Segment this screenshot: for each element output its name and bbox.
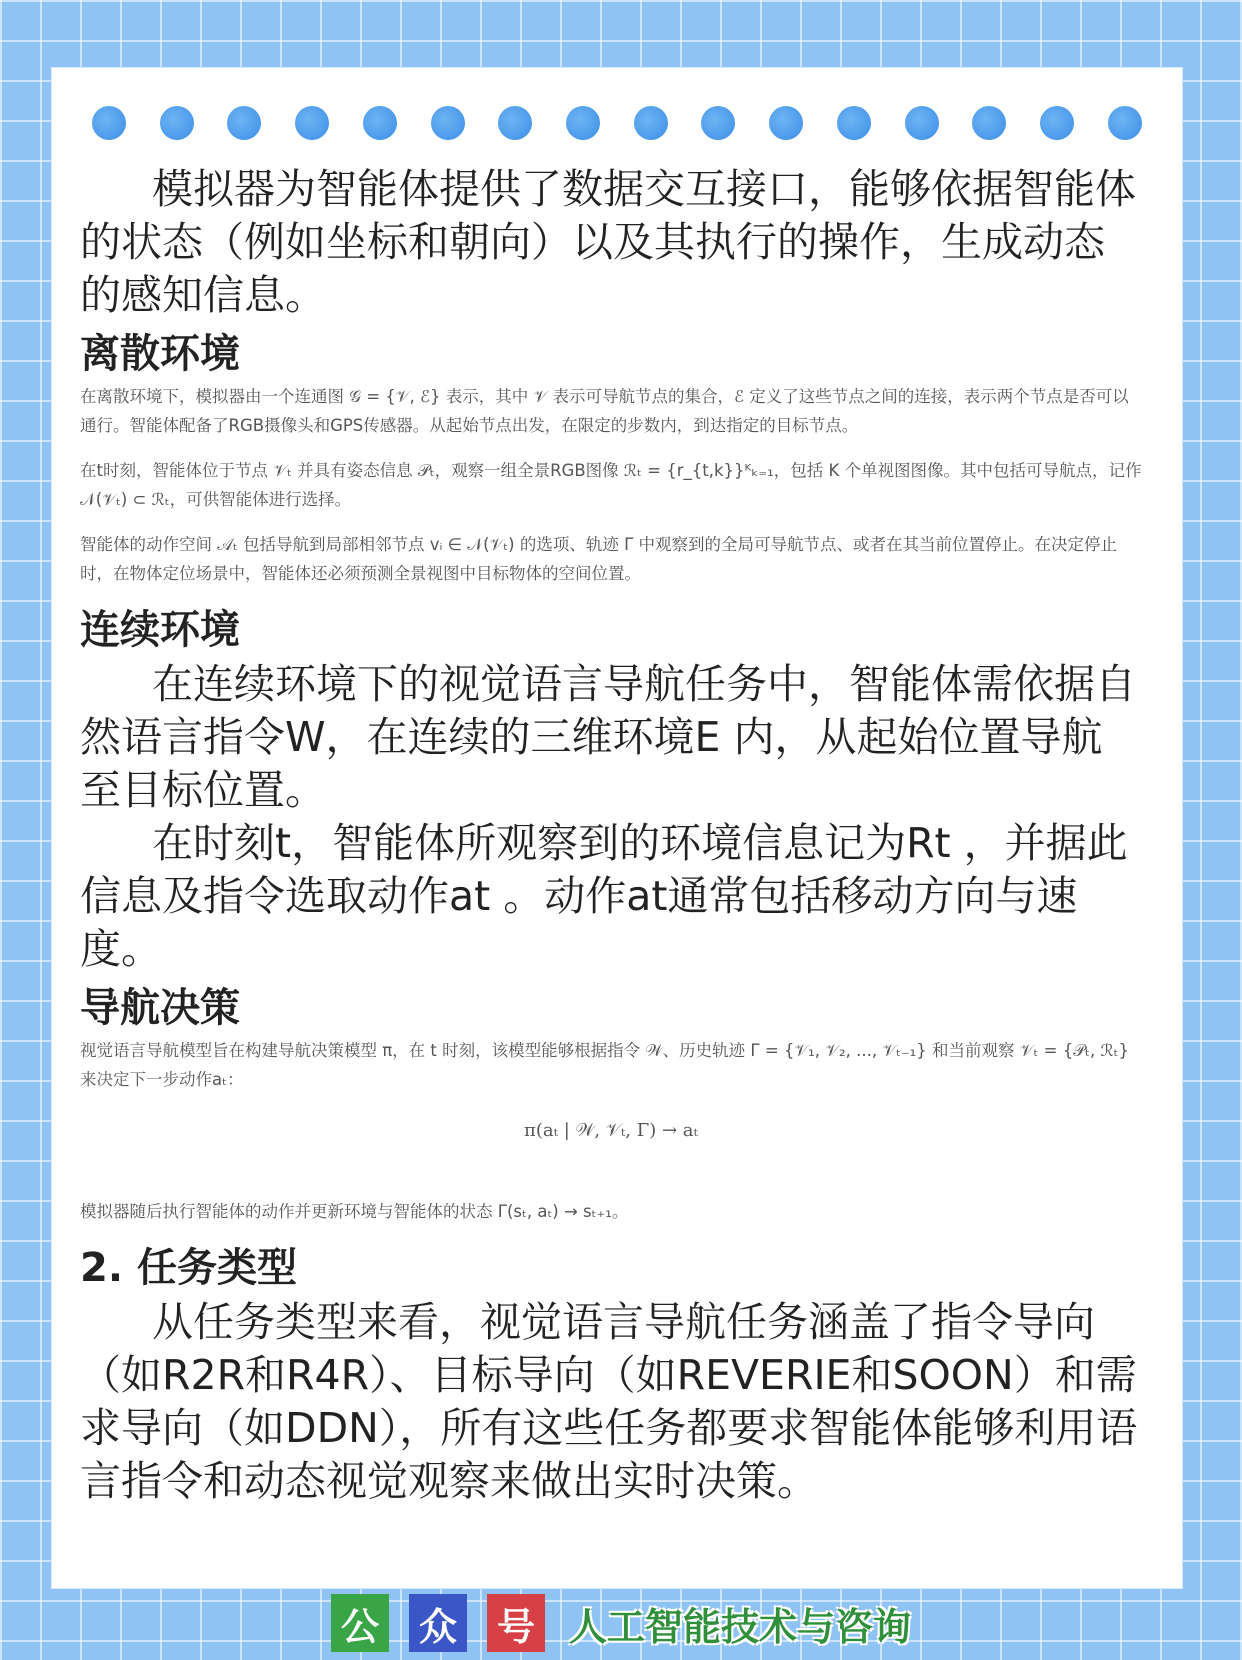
binder-holes [92, 106, 1142, 142]
discrete-heading: 离散环境 [80, 331, 240, 377]
binder-hole-icon [566, 106, 600, 140]
brand-name: 人工智能技术与咨询 [568, 1604, 911, 1649]
discrete-paragraph-3: 智能体的动作空间 𝒜ₜ 包括导航到局部相邻节点 vᵢ ∈ 𝒩(𝒱ₜ) 的选项、轨迹 Γ 中观察到的全局可导航节点、或者在其当前位置停止。在决定停止时，在物体定位场景中，智能体还必须预测全景视图中目标物体的空间位置。 [80, 535, 1118, 583]
footer-banner [0, 1592, 1242, 1654]
binder-hole-icon [972, 106, 1006, 140]
task-types-heading: 2. 任务类型 [80, 1245, 297, 1291]
binder-hole-icon [837, 106, 871, 140]
decision-paragraph-2: 模拟器随后执行智能体的动作并更新环境与智能体的状态 Γ(sₜ, aₜ) → sₜ₊₁。 [80, 1202, 629, 1221]
discrete-paragraph-1: 在离散环境下，模拟器由一个连通图 𝒢 = {𝒱, ℰ} 表示，其中 𝒱 表示可导航节点的集合，ℰ 定义了这些节点之间的连接，表示两个节点是否可以通行。智能体配备了RGB摄像头和GPS传感器。从起始节点出发，在限定的步数内，到达指定的目标节点。 [80, 387, 1129, 435]
intro-paragraph: 模拟器为智能体提供了数据交互接口，能够依据智能体的状态（例如坐标和朝向）以及其执行的操作，生成动态的感知信息。 [80, 165, 1136, 319]
binder-hole-icon [1108, 106, 1142, 140]
footer-char-1: 公 [331, 1594, 389, 1652]
article-body [80, 163, 1142, 1508]
binder-hole-icon [905, 106, 939, 140]
decision-paragraph-1: 视觉语言导航模型旨在构建导航决策模型 π，在 t 时刻，该模型能够根据指令 𝒲、历史轨迹 Γ = {𝒱₁, 𝒱₂, ..., 𝒱ₜ₋₁} 和当前观察 𝒱ₜ = {𝒫ₜ, ℛₜ} 来决定下一步动作aₜ： [80, 1041, 1129, 1089]
binder-hole-icon [160, 106, 194, 140]
continuous-paragraph-1: 在连续环境下的视觉语言导航任务中，智能体需依据自然语言指令W，在连续的三维环境E 内，从起始位置导航至目标位置。 [80, 660, 1136, 814]
binder-hole-icon [295, 106, 329, 140]
binder-hole-icon [498, 106, 532, 140]
footer-char-3: 号 [487, 1594, 545, 1652]
binder-hole-icon [701, 106, 735, 140]
policy-formula: π(aₜ | 𝒲, 𝒱ₜ, Γ) → aₜ [524, 1120, 698, 1141]
decision-heading: 导航决策 [80, 985, 240, 1031]
footer-char-2: 众 [409, 1594, 467, 1652]
binder-hole-icon [431, 106, 465, 140]
binder-hole-icon [634, 106, 668, 140]
discrete-paragraph-2: 在t时刻，智能体位于节点 𝒱ₜ 并具有姿态信息 𝒫ₜ，观察一组全景RGB图像 ℛₜ = {r_{t,k}}ᴷₖ₌₁，包括 K 个单视图图像。其中包括可导航点，记作 𝒩(𝒱ₜ) ⊂ ℛₜ，可供智能体进行选择。 [80, 461, 1142, 509]
note-card [52, 68, 1182, 1588]
continuous-paragraph-2: 在时刻t，智能体所观察到的环境信息记为Rt ，并据此信息及指令选取动作at 。动作at通常包括移动方向与速度。 [80, 819, 1128, 973]
binder-hole-icon [769, 106, 803, 140]
binder-hole-icon [1040, 106, 1074, 140]
task-types-paragraph: 从任务类型来看，视觉语言导航任务涵盖了指令导向（如R2R和R4R）、目标导向（如REVERIE和SOON）和需求导向（如DDN），所有这些任务都要求智能体能够利用语言指令和动态视觉观察来做出实时决策。 [80, 1298, 1138, 1505]
binder-hole-icon [363, 106, 397, 140]
continuous-heading: 连续环境 [80, 607, 240, 653]
binder-hole-icon [227, 106, 261, 140]
binder-hole-icon [92, 106, 126, 140]
